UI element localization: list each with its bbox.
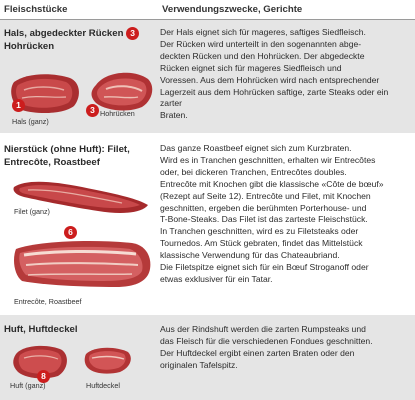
row-title-line1: Huft, Huftdeckel <box>4 324 78 335</box>
desc-line: Der Huftdeckel ergibt einen zarten Braten oder den <box>160 347 355 358</box>
desc-line: T-Bone-Steaks. Das Filet ist das zarteste Fleischstück. <box>160 214 368 225</box>
desc-line: Das ganze Roastbeef eignet sich zum Kurzbraten. <box>160 143 352 153</box>
image-label: Filet (ganz) <box>14 207 50 216</box>
desc-line: originalen Tafelspitz. <box>160 359 238 370</box>
desc-line: klassische Verwendung für das Chateaubriand. <box>160 250 340 261</box>
desc-line: Die Filetspitze eignet sich für ein Bœuf Stroganoff oder <box>160 262 369 273</box>
row-title-line1: Nierstück (ohne Huft): Filet, <box>4 144 130 155</box>
desc-line: Tournedos. Am Stück gebraten, findet das Mittelstück <box>160 238 363 249</box>
image-label: Huft (ganz) <box>10 381 46 390</box>
desc-line: geschnitten, ergeben die berühmten Porterhouse- und <box>160 202 367 213</box>
cut-number-badge: 3 <box>86 104 99 117</box>
row-title-line2: Hohrücken <box>4 41 55 53</box>
header-cuts: Fleischstücke <box>4 4 68 15</box>
desc-line: Der Hals eignet sich für mageres, saftiges Siedfleisch. <box>160 27 366 37</box>
row-title-line2: Entrecôte, Roastbeef <box>4 157 100 168</box>
desc-line: Entrecôte mit Knochen gibt die klassische «Côte de bœuf» <box>160 178 384 189</box>
meat-huftdeckel-image <box>82 344 134 376</box>
row-description <box>160 143 412 286</box>
table-header <box>0 0 415 20</box>
desc-line: Lagerzeit aus dem Hohrücken saftige, zarte Steaks oder ein zarter <box>160 86 389 109</box>
row-title <box>4 27 154 53</box>
cut-number-badge: 6 <box>64 226 77 239</box>
desc-line: Rücken eignet sich für mageres Siedfleisch und <box>160 62 342 73</box>
row-description <box>160 324 412 372</box>
desc-line: In Tranchen geschnitten, wird es zu Filetsteaks oder <box>160 226 359 237</box>
image-label: Hohrücken <box>100 109 135 118</box>
cut-number-badge: 3 <box>126 27 139 40</box>
desc-line: Wird es in Tranchen geschnitten, erhalten wir Entrecôtes <box>160 154 376 165</box>
desc-line: deckten Rücken und den Hohrücken. Der abgedeckte <box>160 50 365 61</box>
desc-line: Aus der Rindshuft werden die zarten Rumpsteaks und <box>160 324 366 334</box>
desc-line: Der Rücken wird unterteilt in den sogenannten abge- <box>160 38 362 49</box>
row-title-line1: Hals, abgedeckter Rücken <box>4 28 124 40</box>
cut-number-badge: 8 <box>37 370 50 383</box>
header-uses: Verwendungszwecke, Gerichte <box>162 4 303 15</box>
image-label: Huftdeckel <box>86 381 120 390</box>
row-title <box>4 323 154 336</box>
image-label: Entrecôte, Roastbeef <box>14 297 82 306</box>
desc-line: Braten. <box>160 110 188 121</box>
cut-number-badge: 1 <box>12 99 25 112</box>
desc-line: etwas exklusiver für ein Tatar. <box>160 273 273 284</box>
row-title <box>4 143 154 169</box>
image-label: Hals (ganz) <box>12 117 49 126</box>
row-description <box>160 27 412 122</box>
desc-line: das Fleisch für die verschiedenen Fondues geschnitten. <box>160 335 373 346</box>
row-huft <box>0 315 415 400</box>
desc-line: Voressen. Aus dem Hohrücken wird nach entsprechender <box>160 74 380 85</box>
desc-line: oder, bei dickeren Tranchen, Entrecôtes doubles. <box>160 166 347 177</box>
meat-roastbeef-image <box>12 235 154 293</box>
row-nierstueck <box>0 135 415 313</box>
row-hals-ruecken <box>0 20 415 133</box>
desc-line: (Rezept auf Seite 12). Entrecôte und Filet, mit Knochen <box>160 190 371 201</box>
